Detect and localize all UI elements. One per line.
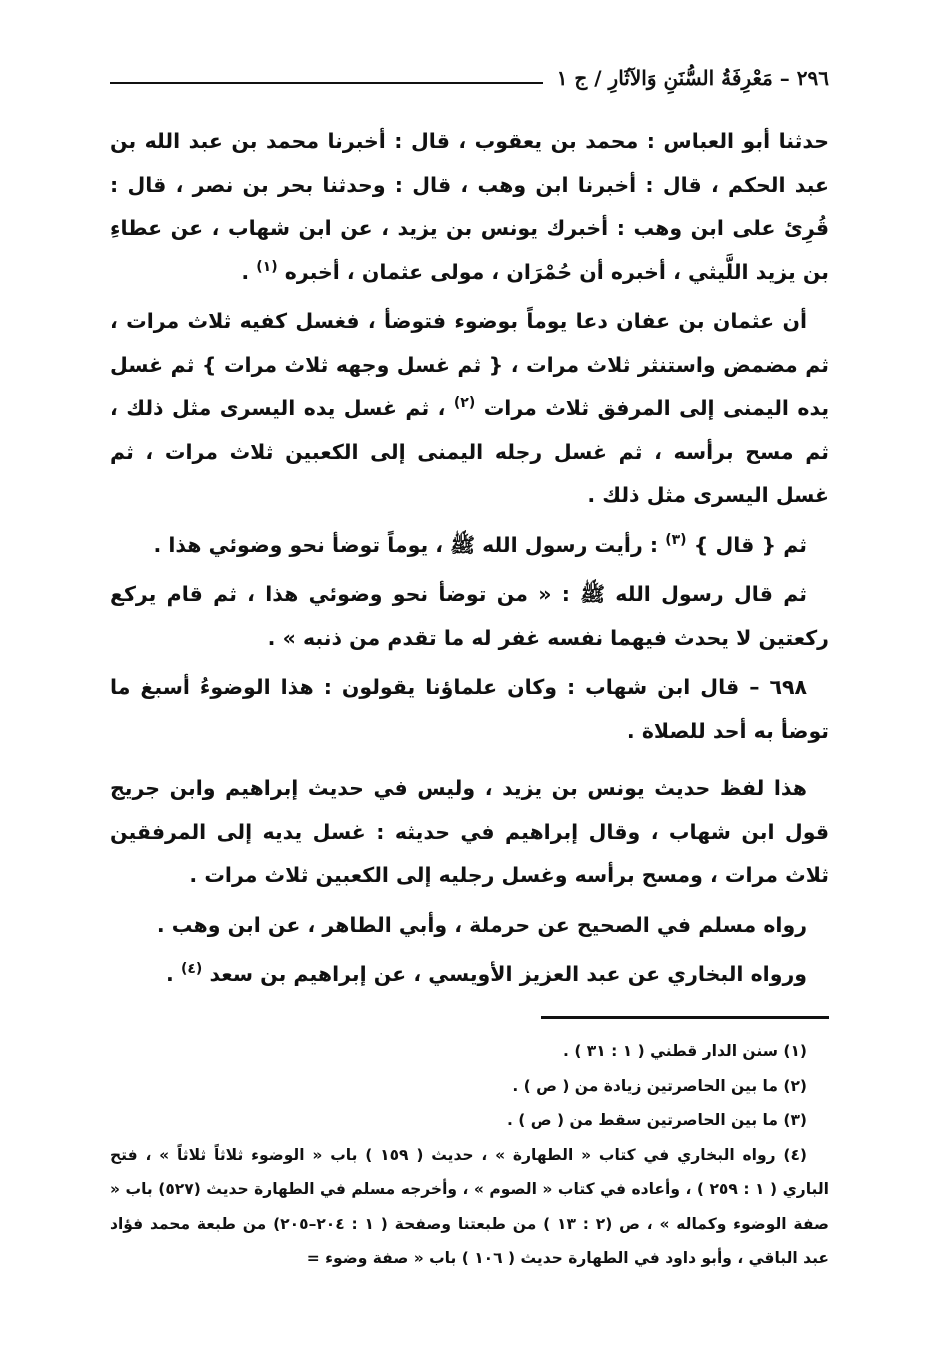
paragraph-matn-text-a: أن عثمان بن عفان دعا يوماً بوضوء فتوضأ ، فغسل كفيه ثلاث مرات ، ثم مضمض واستنثر ثلاث مرات ، { ثم غسل وجهه ثلاث مرات } ثم غسل يده اليمنى إلى المرفق ثلاث مرات: [110, 309, 830, 420]
running-header-text: ٢٩٦ – مَعْرِفَةُ السُّنَنِ وَالآثَارِ / ج ١: [556, 66, 829, 90]
paragraph-lafz: [110, 767, 829, 898]
paragraph-bukhari: [110, 953, 829, 997]
footnote-3: (٣) ما بين الحاصرتين سقط من ( ص ) .: [506, 1111, 807, 1129]
paragraph-lafz-text: هذا لفظ حديث يونس بن يزيد ، وليس في حديث إبراهيم وابن جريج قول ابن شهاب ، وقال إبراهيم في حديثه : غسل يديه إلى المرفقين ثلاث مرات ، ومسح برأسه وغسل رجليه إلى الكعبين ثلاث مرات .: [110, 776, 829, 887]
paragraph-bukhari-text: ورواه البخاري عن عبد العزيز الأويسي ، عن إبراهيم بن سعد: [209, 962, 807, 986]
main-text: [110, 120, 829, 1003]
paragraph-isnad-end: .: [241, 259, 257, 284]
footnote-4: (٤) رواه البخاري في كتاب « الطهارة » ، حديث ( ١٥٩ ) باب « الوضوء ثلاثاً ثلاثاً » ، فتح الباري ( ١ : ٢٥٩ ) ، وأعاده في كتاب « الصوم » ، وأخرجه مسلم في الطهارة حديث (٥٢٧) باب « صفة الوضوء وكماله » ، ص (٢ : ١٣ ) من طبعتنا وصفحة ( ١ : ٢٠٤–٢٠٥) من طبعة محمد فؤاد عبد الباقي ، وأبو داود في الطهارة حديث ( ١٠٦ ) باب « صفة وضوء =: [110, 1145, 829, 1267]
paragraph-hadith-text: ثم قال رسول الله ﷺ : « من توضأ نحو وضوئي هذا ، ثم قام يركع ركعتين لا يحدث فيهما نفسه غفر له ما تقدم من ذنبه » .: [110, 582, 829, 650]
footnotes: [110, 1034, 829, 1276]
paragraph-matn: [110, 300, 829, 518]
footnote-2: (٢) ما بين الحاصرتين زيادة من ( ص ) .: [512, 1076, 807, 1095]
paragraph-698: [110, 666, 829, 753]
header-rule: [110, 82, 543, 84]
paragraph-muslim: [110, 904, 829, 948]
paragraph-qal-text-b: : رأيت رسول الله ﷺ ، يوماً توضأ نحو وضوئي هذا .: [153, 532, 666, 557]
running-header: [110, 58, 829, 98]
footnote-ref-4: (٤): [180, 961, 203, 978]
paragraph-matn-text-b: ، ثم غسل يده اليسرى مثل ذلك ، ثم مسح برأسه ، ثم غسل رجله اليمنى إلى الكعبين ثلاث مرات ، ثم غسل اليسرى مثل ذلك .: [110, 396, 829, 507]
paragraph-698-text: ٦٩٨ – قال ابن شهاب : وكان علماؤنا يقولون : هذا الوضوءُ أسبغ ما توضأ به أحد للصلاة .: [110, 675, 829, 743]
footnote-ref-2: (٢): [453, 395, 476, 412]
paragraph-qal: [110, 524, 829, 568]
paragraph-qal-text-a: ثم { قال }: [693, 532, 807, 557]
footnote-ref-1: (١): [256, 258, 278, 275]
paragraph-hadith: [110, 573, 829, 660]
paragraph-bukhari-end: .: [166, 962, 181, 986]
paragraph-isnad: [110, 120, 829, 294]
paragraph-isnad-text: حدثنا أبو العباس : محمد بن يعقوب ، قال : أخبرنا محمد بن عبد الله بن عبد الحكم ، قال : أخبرنا ابن وهب ، قال : وحدثنا بحر بن نصر ، قال : قُرِئ على ابن وهب : أخبرك يونس بن يزيد ، عن ابن شهاب ، عن عطاءِ بن يزيد اللَّيثي ، أخبره أن حُمْرَان ، مولى عثمان ، أخبره: [110, 129, 829, 284]
footnote-1: (١) سنن الدار قطني ( ١ : ٣١ ) .: [563, 1042, 807, 1060]
footnote-separator: [541, 1016, 829, 1019]
paragraph-muslim-text: رواه مسلم في الصحيح عن حرملة ، وأبي الطاهر ، عن ابن وهب .: [156, 912, 807, 937]
footnote-ref-3: (٣): [665, 531, 687, 548]
